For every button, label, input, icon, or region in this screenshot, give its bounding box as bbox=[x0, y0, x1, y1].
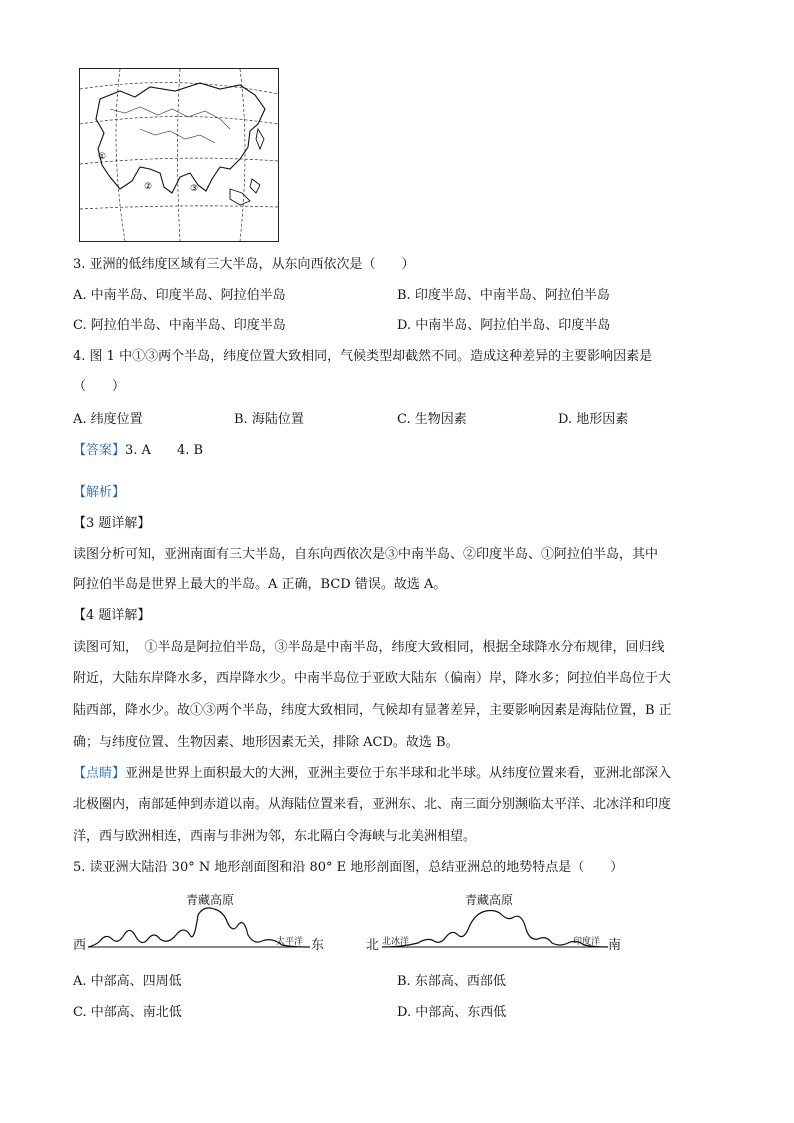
tip-line-3: 洋，西与欧洲相连，西南与非洲为邻，东北隔白令海峡与北美洲相望。 bbox=[73, 829, 477, 844]
profile2-north: 北 bbox=[366, 938, 380, 953]
q5-option-a: A. 中部高、四周低 bbox=[73, 974, 182, 989]
q4-detail-line-3: 陆西部，降水少。故①③两个半岛，纬度大致相同，气候却有显著差异，主要影响因素是海陆位置，B 正 bbox=[73, 703, 672, 718]
q4-detail-line-4: 确；与纬度位置、生物因素、地形因素无关，排除 ACD。故选 B。 bbox=[73, 735, 459, 750]
tip-line-1 bbox=[73, 765, 671, 783]
tip-line-2: 北极圈内，南部延伸到赤道以南。从海陆位置来看，亚洲东、北、南三面分别濒临太平洋、北冰洋和印度 bbox=[73, 797, 672, 812]
q3-option-a: A. 中南半岛、印度半岛、阿拉伯半岛 bbox=[73, 288, 286, 303]
q5-stem: 5. 读亚洲大陆沿 30° N 地形剖面图和沿 80° E 地形剖面图，总结亚洲总的地势特点是（ ） bbox=[73, 860, 624, 875]
q3-detail-line-1: 读图分析可知，亚洲南面有三大半岛，自东向西依次是③中南半岛、②印度半岛、①阿拉伯半岛，其中 bbox=[73, 547, 659, 562]
q4-stem: 4. 图 1 中①③两个半岛，纬度位置大致相同，气候类型却截然不同。造成这种差异的主要影响因素是 bbox=[73, 349, 653, 364]
tip-text-1: 亚洲是世界上面积最大的大洲，亚洲主要位于东半球和北半球。从纬度位置来看，亚洲北部深入 bbox=[125, 766, 672, 781]
q3-option-b: B. 印度半岛、中南半岛、阿拉伯半岛 bbox=[397, 288, 610, 303]
q4-option-a: A. 纬度位置 bbox=[73, 412, 143, 427]
q3-option-c: C. 阿拉伯半岛、中南半岛、印度半岛 bbox=[73, 318, 286, 333]
tip-label: 【点睛】 bbox=[73, 766, 126, 781]
q4-option-c: C. 生物因素 bbox=[397, 412, 467, 427]
profile1-curve bbox=[88, 905, 310, 950]
marker-2: ② bbox=[144, 182, 153, 192]
answer-value: 3. A 4. B bbox=[125, 443, 204, 458]
q4-stem-cont: （ ） bbox=[73, 379, 126, 394]
marker-3: ③ bbox=[190, 184, 199, 194]
q4-detail-head: 【4 题详解】 bbox=[73, 608, 151, 623]
marker-1: ① bbox=[98, 152, 107, 162]
profile2-ocean-left: 北冰洋 bbox=[382, 937, 410, 947]
profile1-east: 东 bbox=[311, 938, 325, 953]
profile2-ocean-right: 印度洋 bbox=[573, 937, 601, 947]
q4-option-d: D. 地形因素 bbox=[558, 412, 629, 427]
q4-detail-line-1: 读图可知， ①半岛是阿拉伯半岛，③半岛是中南半岛，纬度大致相同，根据全球降水分布规律，回归线 bbox=[73, 640, 665, 655]
profile1-title: 青藏高原 bbox=[186, 893, 235, 907]
profile1-west: 西 bbox=[73, 938, 87, 953]
q5-option-b: B. 东部高、西部低 bbox=[397, 974, 506, 989]
profile2-south: 南 bbox=[608, 938, 622, 953]
answer-label: 【答案】 bbox=[73, 443, 126, 458]
profile2-curve bbox=[382, 905, 608, 950]
answer-row bbox=[73, 442, 203, 460]
q4-detail-line-2: 附近，大陆东岸降水多，西岸降水少。中南半岛位于亚欧大陆东（偏南）岸，降水多；阿拉伯半岛位于大 bbox=[73, 671, 672, 686]
profile1-ocean: 太平洋 bbox=[276, 937, 304, 947]
q5-option-d: D. 中部高、东西低 bbox=[397, 1005, 507, 1020]
q3-stem: 3. 亚洲的低纬度区域有三大半岛，从东向西依次是（ ） bbox=[73, 257, 415, 272]
asia-map bbox=[79, 68, 279, 242]
q5-option-c: C. 中部高、南北低 bbox=[73, 1005, 182, 1020]
profile2-title: 青藏高原 bbox=[465, 893, 514, 907]
analysis-label: 【解析】 bbox=[73, 485, 126, 500]
q3-option-d: D. 中南半岛、阿拉伯半岛、印度半岛 bbox=[397, 318, 611, 333]
asia-map-drawing bbox=[80, 69, 278, 241]
q4-option-b: B. 海陆位置 bbox=[234, 412, 304, 427]
q3-detail-head: 【3 题详解】 bbox=[73, 516, 151, 531]
q3-detail-line-2: 阿拉伯半岛是世界上最大的半岛。A 正确，BCD 错误。故选 A。 bbox=[73, 577, 447, 592]
